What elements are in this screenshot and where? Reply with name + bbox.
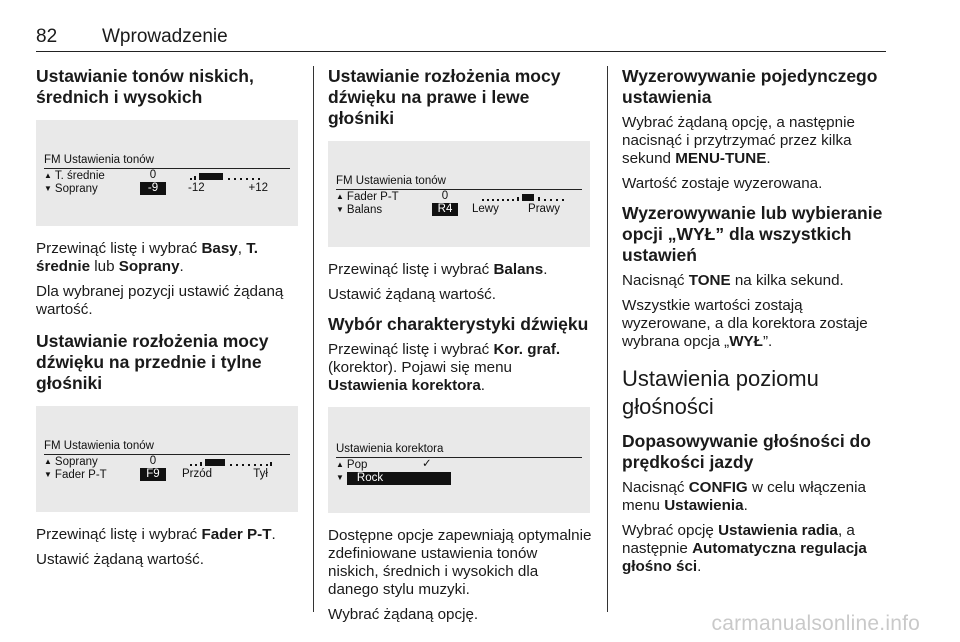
level-bar <box>190 172 286 180</box>
paragraph: Ustawić żądaną wartość. <box>328 286 496 303</box>
column-divider <box>313 66 314 612</box>
paragraph: Wartość zostaje wyzerowana. <box>622 175 823 192</box>
paragraph: Wybrać żądaną opcję, a następnie nacisnąć i przytrzymać przez kilka sekund MENU-TUNE. <box>622 114 855 167</box>
arrow-down-icon: ▼ <box>336 473 344 482</box>
section-title: Wprowadzenie <box>102 26 228 47</box>
paragraph: Przewinąć listę i wybrać Kor. graf. (korektor). Pojawi się menu Ustawienia korektora. <box>328 341 561 394</box>
page-number: 82 <box>36 26 58 47</box>
column-1 <box>36 66 298 576</box>
screen-row: ▲ Fader P-T 0 <box>336 190 582 203</box>
paragraph: Przewinąć listę i wybrać Balans. <box>328 261 548 278</box>
page-header <box>36 26 886 52</box>
screen-value: 0 <box>149 169 157 181</box>
screen-row: ▼ Fader P-T F9 Przód Tył <box>44 468 268 481</box>
column-3 <box>622 66 892 583</box>
check-icon: ✓ <box>422 458 432 470</box>
display-screen-treble <box>36 120 298 226</box>
paragraph: Wybrać żądaną opcję. <box>328 606 479 623</box>
paragraph: Przewinąć listę i wybrać Basy, T. średnie lub Soprany. <box>36 240 259 275</box>
display-screen-balance <box>328 141 590 247</box>
display-screen-equalizer <box>328 407 590 513</box>
display-screen-fader <box>36 406 298 512</box>
paragraph: Nacisnąć CONFIG w celu włączenia menu Ustawienia. <box>622 479 866 514</box>
heading-volume-settings: Ustawienia poziomu głośności <box>622 366 819 419</box>
heading-bass-mid-treble: Ustawianie tonów niskich, średnich i wysokich <box>36 66 254 107</box>
screen-title: FM Ustawienia tonów <box>44 440 290 455</box>
screen-value: 0 <box>441 190 449 202</box>
screen-row: ▲ Pop ✓ <box>336 458 432 471</box>
watermark: carmanualsonline.info <box>711 612 920 635</box>
arrow-down-icon: ▼ <box>336 205 344 214</box>
paragraph: Przewinąć listę i wybrać Fader P-T. <box>36 526 276 543</box>
heading-balance: Ustawianie rozłożenia mocy dźwięku na prawe i lewe głośniki <box>328 66 561 128</box>
paragraph: Ustawić żądaną wartość. <box>36 551 204 568</box>
heading-speed-volume: Dopasowywanie głośności do prędkości jazdy <box>622 431 871 472</box>
column-divider <box>607 66 608 612</box>
level-bar <box>190 458 286 466</box>
arrow-up-icon: ▲ <box>336 192 344 201</box>
screen-item-selected: Rock <box>347 472 451 485</box>
arrow-up-icon: ▲ <box>336 460 344 469</box>
screen-value-selected: R4 <box>432 203 458 216</box>
heading-equalizer: Wybór charakterystyki dźwięku <box>328 314 589 334</box>
heading-reset-all: Wyzerowywanie lub wybieranie opcji „WYŁ” dla wszystkich ustawień <box>622 203 883 265</box>
paragraph: Wybrać opcję Ustawienia radia, a następnie Automatyczna regulacja głośno ści. <box>622 522 867 575</box>
screen-title: Ustawienia korektora <box>336 443 582 458</box>
paragraph: Dla wybranej pozycji ustawić żądaną wartość. <box>36 283 284 318</box>
paragraph: Dostępne opcje zapewniają optymalnie zdefiniowane ustawienia tonów niskich, średnich i wysokich dla danego stylu muzyki. <box>328 527 592 598</box>
arrow-down-icon: ▼ <box>44 470 52 479</box>
screen-value: 0 <box>149 455 157 467</box>
screen-value-selected: F9 <box>140 468 166 481</box>
screen-row: ▼ Soprany -9 -12 +12 <box>44 182 268 195</box>
screen-row: ▲ T. średnie 0 <box>44 169 290 182</box>
arrow-up-icon: ▲ <box>44 171 52 180</box>
screen-title: FM Ustawienia tonów <box>44 154 290 169</box>
arrow-up-icon: ▲ <box>44 457 52 466</box>
screen-row: ▲ Soprany 0 <box>44 455 290 468</box>
column-2 <box>328 66 592 631</box>
heading-fader: Ustawianie rozłożenia mocy dźwięku na przednie i tylne głośniki <box>36 331 269 393</box>
heading-reset-single: Wyzerowywanie pojedynczego ustawienia <box>622 66 878 107</box>
level-bar <box>482 193 578 201</box>
paragraph: Nacisnąć TONE na kilka sekund. <box>622 272 844 289</box>
screen-row <box>336 471 582 484</box>
paragraph: Wszystkie wartości zostają wyzerowane, a dla korektora zostaje wybrana opcja „WYŁ”. <box>622 297 868 350</box>
screen-row: ▼ Balans R4 Lewy Prawy <box>336 203 560 216</box>
screen-title: FM Ustawienia tonów <box>336 175 582 190</box>
screen-value-selected: -9 <box>140 182 166 195</box>
arrow-down-icon: ▼ <box>44 184 52 193</box>
